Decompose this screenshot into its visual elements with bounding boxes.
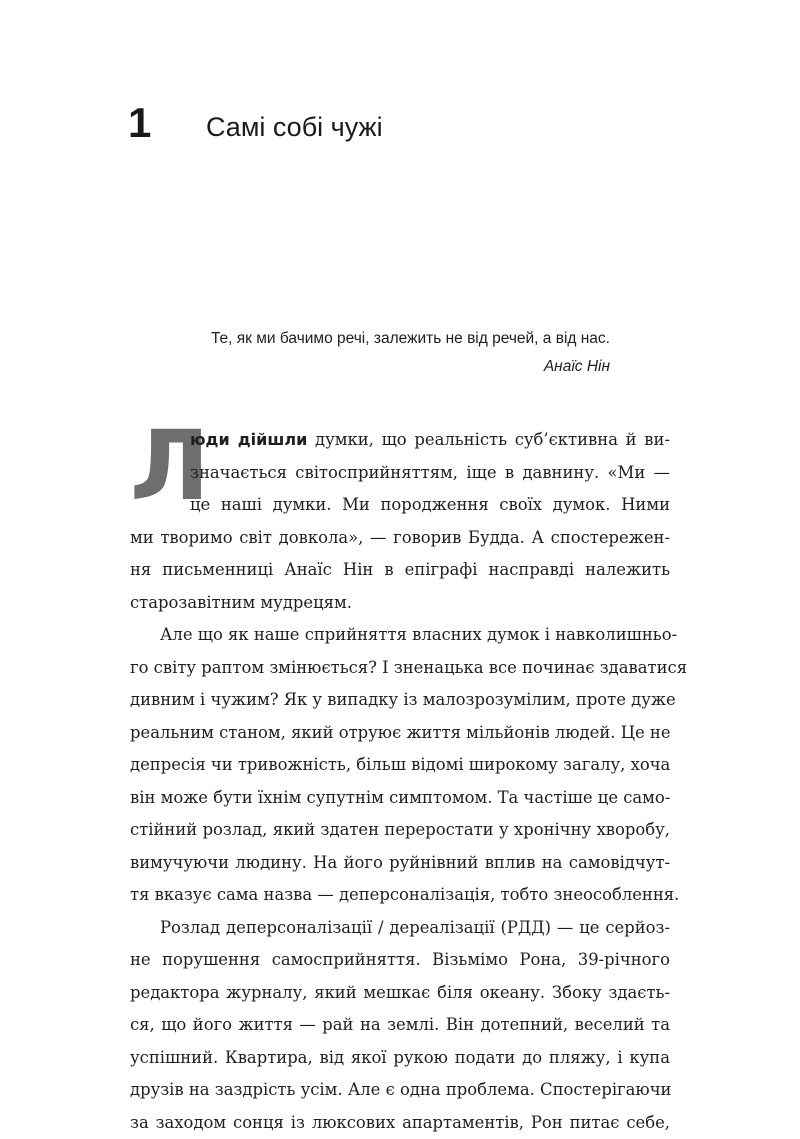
text-line: Розлад деперсоналізації / дереалізації (РДД) — це серйоз-: [130, 912, 670, 945]
text-line: дивним і чужим? Як у випадку із малозрозумілим, проте дуже: [130, 684, 670, 717]
epigraph-quote: Те, як ми бачимо речі, залежить не від речей, а від нас.: [211, 325, 610, 353]
text-line: депресія чи тривожність, більш відомі широкому загалу, хоча: [130, 749, 670, 782]
text-line: це наші думки. Ми породження своїх думок. Ними: [130, 489, 670, 522]
text-line: друзів на заздрість усім. Але є одна проблема. Спостерігаючи: [130, 1074, 670, 1107]
drop-cap: Л: [130, 418, 210, 514]
text-line-content: думки, що реальність суб’єктивна й ви-: [307, 430, 670, 449]
text-line: Але що як наше сприйняття власних думок і навколишньо-: [130, 619, 670, 652]
text-line: значається світосприйняттям, іще в давнину. «Ми —: [130, 457, 670, 490]
lead-in: юди дійшли: [190, 430, 307, 449]
text-line: старозавітним мудрецям.: [130, 587, 670, 620]
body-text: [130, 424, 670, 1139]
chapter-number: 1: [128, 102, 151, 144]
text-line: [130, 424, 670, 457]
text-line: за заходом сонця із люксових апартаментів, Рон питає себе,: [130, 1107, 670, 1139]
text-line: реальним станом, який отруює життя мільйонів людей. Це не: [130, 717, 670, 750]
text-line: тя вказує сама назва — деперсоналізація, тобто знеособлення.: [130, 879, 670, 912]
epigraph-author: Анаїс Нін: [211, 353, 610, 381]
text-line: го світу раптом змінюється? І зненацька все починає здаватися: [130, 652, 670, 685]
text-line: він може бути їхнім супутнім симптомом. Та частіше це само-: [130, 782, 670, 815]
text-line: ми творимо світ довкола», — говорив Будда. А спостережен-: [130, 522, 670, 555]
text-line: стійний розлад, який здатен переростати у хронічну хворобу,: [130, 814, 670, 847]
text-line: ня письменниці Анаїс Нін в епіграфі насправді належить: [130, 554, 670, 587]
text-line: не порушення самосприйняття. Візьмімо Рона, 39-річного: [130, 944, 670, 977]
chapter-title: Самі собі чужі: [206, 110, 383, 144]
epigraph: [211, 325, 610, 381]
text-line: редактора журналу, який мешкає біля океану. Збоку здаєть-: [130, 977, 670, 1010]
text-line: вимучуючи людину. На його руйнівний вплив на самовідчут-: [130, 847, 670, 880]
text-line: ся, що його життя — рай на землі. Він дотепний, веселий та: [130, 1009, 670, 1042]
text-line: успішний. Квартира, від якої рукою подати до пляжу, і купа: [130, 1042, 670, 1075]
